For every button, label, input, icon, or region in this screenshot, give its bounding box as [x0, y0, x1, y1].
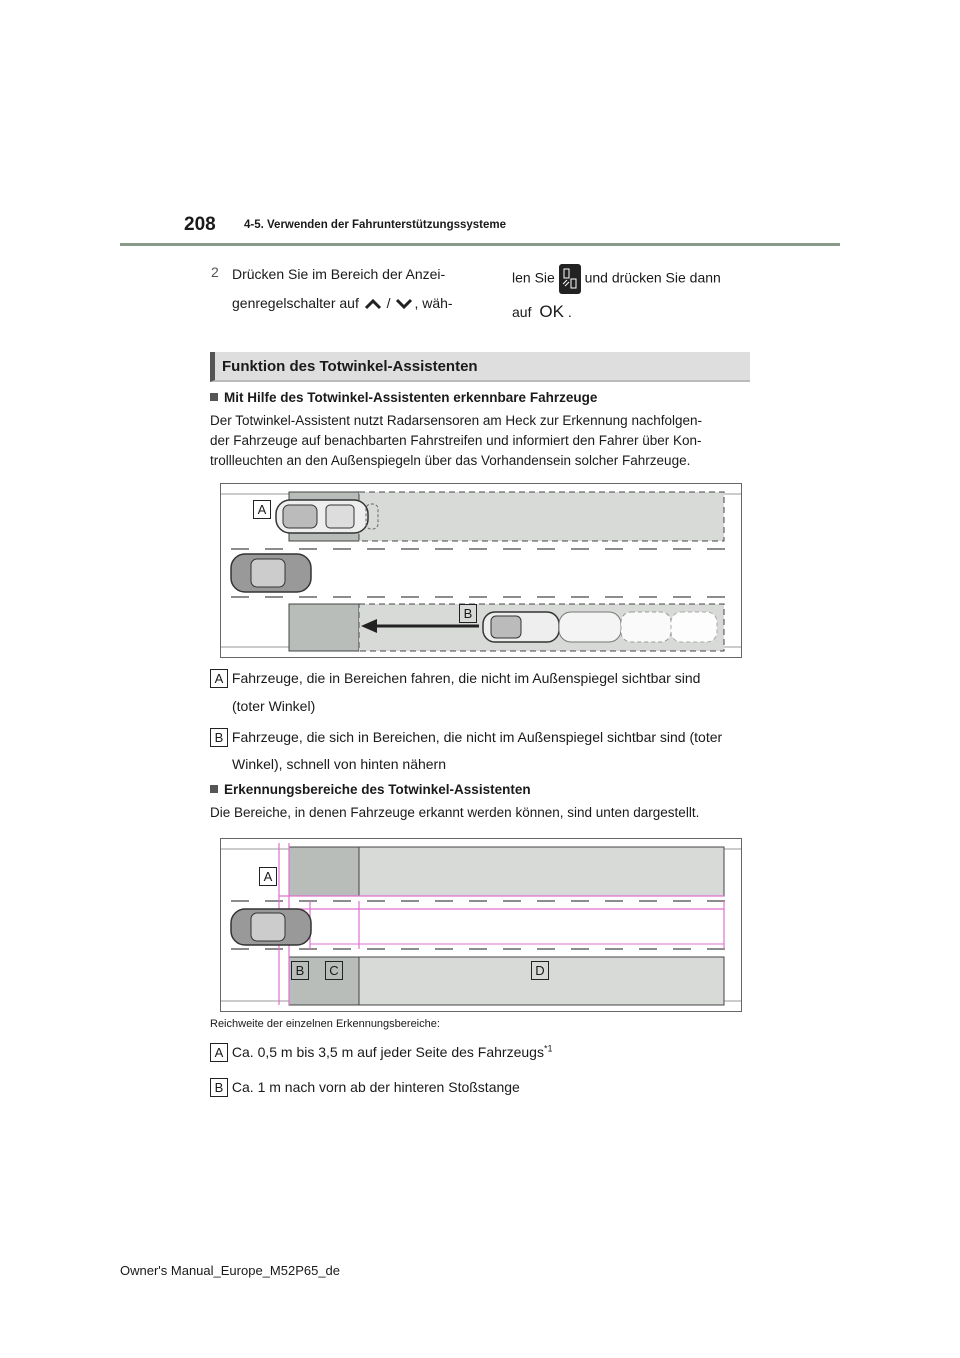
- legend1-b: [210, 728, 722, 747]
- chevron-up-icon: [363, 297, 383, 311]
- bullet-square-icon: [210, 393, 218, 401]
- figure2-label-b: B: [291, 961, 309, 980]
- figure1-label-b: B: [459, 604, 477, 623]
- step-line3: [512, 264, 721, 294]
- figure-detection-vehicles: [220, 483, 742, 658]
- legend1-a: [210, 669, 700, 688]
- legend2-a-text: Ca. 0,5 m bis 3,5 m auf jeder Seite des Fahrzeugs: [231, 1044, 544, 1060]
- step-line4-end: .: [567, 304, 572, 320]
- ok-label: OK: [539, 302, 564, 321]
- legend1-b-line1: Fahrzeuge, die sich in Bereichen, die nicht im Außenspiegel sichtbar sind (toter: [231, 729, 723, 745]
- step-slash: /: [386, 295, 391, 311]
- section2-title: [210, 782, 531, 797]
- figure2-label-c: C: [325, 961, 343, 980]
- figure2-label-d: D: [531, 961, 549, 980]
- section1-line: trollleuchten an den Außenspiegeln über das Vorhandensein solcher Fahrzeuge.: [210, 453, 691, 468]
- step-line2-text: genregelschalter auf: [232, 295, 359, 311]
- step-line3-end: und drücken Sie dann: [584, 269, 721, 286]
- legend1-a-line1: Fahrzeuge, die in Bereichen fahren, die nicht im Außenspiegel sichtbar sind: [231, 670, 701, 686]
- section1-title: [210, 390, 597, 405]
- legend2-b-badge: B: [210, 1078, 228, 1097]
- legend2-a-badge: A: [210, 1043, 228, 1062]
- header-rule: [120, 243, 840, 246]
- step-number: 2: [211, 264, 219, 280]
- bullet-square-icon: [210, 785, 218, 793]
- page-footer: Owner's Manual_Europe_M52P65_de: [120, 1263, 341, 1278]
- section1-line: der Fahrzeuge auf benachbarten Fahrstreifen und informiert den Fahrer über Kon-: [210, 433, 702, 448]
- step-line2-end: , wäh-: [414, 295, 453, 311]
- step-line1: Drücken Sie im Bereich der Anzei-: [232, 266, 446, 282]
- legend1-a-line2: (toter Winkel): [232, 698, 316, 714]
- legend1-a-badge: A: [210, 669, 228, 688]
- legend2-a: [210, 1043, 552, 1062]
- figure-caption: Reichweite der einzelnen Erkennungsbereiche:: [210, 1018, 440, 1030]
- legend1-b-line2: Winkel), schnell von hinten nähern: [232, 756, 447, 772]
- figure2-label-a: A: [259, 867, 277, 886]
- legend2-a-footnote: *1: [543, 1043, 553, 1054]
- page-heading: Funktion des Totwinkel-Assistenten: [222, 358, 478, 375]
- section2-title-text: Erkennungsbereiche des Totwinkel-Assistenten: [224, 782, 531, 797]
- section1-body: [210, 411, 750, 471]
- figure-detection-zones: [220, 838, 742, 1012]
- step-line4: [512, 302, 572, 322]
- chevron-down-icon: [394, 297, 414, 311]
- section2-body: Die Bereiche, in denen Fahrzeuge erkannt werden können, sind unten dargestellt.: [210, 805, 700, 820]
- legend2-b: [210, 1078, 520, 1097]
- blind-spot-monitor-icon: [559, 264, 581, 294]
- section1-line: Der Totwinkel-Assistent nutzt Radarsensoren am Heck zur Erkennung nachfolgen-: [210, 413, 702, 428]
- legend1-b-badge: B: [210, 728, 228, 747]
- page-number: 208: [184, 214, 216, 235]
- section-title: 4-5. Verwenden der Fahrunterstützungssysteme: [244, 219, 507, 231]
- legend2-b-text: Ca. 1 m nach vorn ab der hinteren Stoßstange: [231, 1079, 520, 1095]
- step-line4-text: auf: [512, 304, 532, 320]
- step-line2: [232, 293, 453, 313]
- step-line3-text: len Sie: [512, 269, 555, 286]
- figure1-label-a: A: [253, 500, 271, 519]
- section1-title-text: Mit Hilfe des Totwinkel-Assistenten erkennbare Fahrzeuge: [224, 390, 598, 405]
